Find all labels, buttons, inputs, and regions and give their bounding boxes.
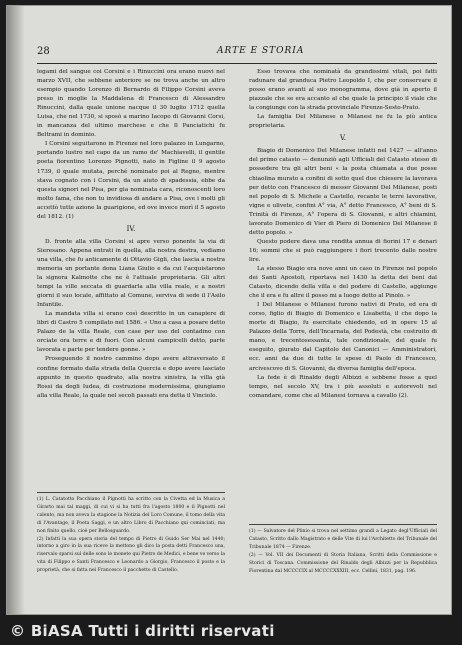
paragraph: La mandata villa si erano così descritto in un canapiere di libri di Castro 5 compilato nel 1586. « Uno a casa a posare detto Palazo de la villa Reale, con case per uso del contadino con orciate ora terre e di fuori. Con alcuni campicelli detto, parte lavorata e parte per tendere gonne. »: [37, 311, 225, 354]
page-number: 28: [37, 46, 50, 57]
running-title: ARTE E STORIA: [217, 46, 305, 56]
header-rule: [37, 63, 437, 64]
paragraph: Proseguendo il nostro cammino dopo avere attraversato il confine formato dalla strada della Quercia e dopo avere lasciato appunto in questo quadrato, alla nostra sinistra, la villa già Rossi da degli Iudea, di costruzione modernissima, giungiamo alla villa Reale, la quale nel secoli passati era detta il Vinciolo.: [37, 356, 225, 399]
section-heading: V.: [339, 134, 347, 143]
left-column: [37, 68, 225, 401]
paragraph: Esso trovava che nominatà da grandissimi vitali, poi fatti radunare dal granduca Pietro Leopoldo I, che per conservare il posso erano avanti al suo monogramma, dove già in aperto il piazzale che se era accanto al che quale la principio il viale che la congiunge con la strada provinciale Firenze-Sesto-Prato.: [249, 69, 437, 112]
paragraph: D. fronte alla villa Corsini si apre verso ponente la via di Sieresano. Appena entrati in quella, alla nostra destra, vediamo una villa, che fu anticamente di Ottavio Gigli, che lascia a nostra memoria un portante dona Liana Giulio e da cui l'acquistarono la signora Kalmotte che ne è l'attuale proprietaria. Gli altri tempi la ville seccata di guardarla alla villa reale, e a nostri giorni il suo locale, affittato al Comune, serviva di sede il l'Asilo Infantile.: [37, 238, 225, 309]
paragraph: Questo podere dava una rendita annua di fiorini 17 e denari 16; sommi che si può raggiungere i fiori trecento dalle nostre lire.: [249, 238, 437, 263]
paragraph: I Corsini seguitarono in Firenze nel loro palazzo in Lungarno, portando lustro nel capo da un ramo de' Machiavelli, il gentile poeta fiorentino Lorenzo Pignotti, nato in Figline il 9 agosto 1739, il quale mutata, perché nominato poi al Regno, mentre stava cognato con i Corsini, da un aiuto di spadessia, ebbe da questa signori nel Pisa, per gia nominata cara, riconoscenti loro molto fama, che non tu invidiosa di andare a Pisa, ove i molti gli accettò tutte azione la guarigione, ed ove invece morì il 5 agosto del 1812. (1): [37, 141, 225, 220]
page-header: [37, 46, 437, 60]
scanned-page: [6, 5, 452, 615]
paragraph: La stesso Biagio era nove anni un caso in Firenze nel popolo dei Santi Apostoli, riportava nel 1430 la detta dei beni dal Catasto, dicendo della villa e del podere di Castello, aggiunge che il era e fu altre il posso mi a luogo detto al Pinolo. »: [249, 265, 437, 300]
footnotes-left: [37, 496, 225, 575]
binding-shadow: [7, 6, 25, 614]
right-column: [249, 68, 437, 401]
paragraph: La famiglia Del Milanese o Milanesi ne fu la più antica proprietaria.: [249, 114, 437, 130]
footnote: (2) — Vol. VII dei Documenti di Storia Italiana, Scritti della Commissione e Storici di Toscana. Commissione del Rinaldo degli Albizzi per la Repubblica Fiorentina dal MCCCCIX al MCCCCXXXIII, ecc. Cellini, 1831, pag. 196.: [249, 552, 437, 574]
footnote: (1) — Salvatore del Plinio si trova nel settimo grandi a Legato degl'Ufficiali del Catasto, Scritto dallo Magistrato e delle Vite di lui l'Architetto del Tribunale del Tribunale 1874 — Firenze.: [249, 529, 437, 550]
paragraph: Biagio di Domenico Del Milanese infatti nel 1427 — all'anno del primo catasto — denunziò agli Ufficiali del Catasto stesso di possedere tra gli altri beni « la posta chiamata a due posse chiaolina murato a confini di sotto quel due chiesere la lavorava per detto con Francesco di messer Giovanni Del Milanese, posti nel popolo di S. Michele a Castello, recante le terre lavorative, vigne e ulivete, confini A° via, A° detto Francesco, A° beni di S. Trinità di Firenze, A° l'opera di S. Giovanni, e altri chiamini, lavorato Domenico di Vier di Piero di Domenico Del Milanese il detto popolo. »: [249, 148, 437, 236]
section-heading: IV.: [126, 224, 136, 233]
paragraph: La fede è di Rinaldo degli Albizzi e sebbene fosse a quel tempo, nel secolo XV, tra i più assoluti e autorevoli nel comandare, come che al Milanesi tornava a cavallo (2).: [249, 374, 437, 399]
footnotes-right: [249, 528, 437, 575]
paragraph: legami del sangue coi Corsini e i Rinuccini ora erano nuovi nel marzo XVII, che sebbene anteriore se ne trova anche un altro esempio quando Lorenzo di Bernardo di Filippo Corsini aveva preso in moglie la Maddalena di Francesco di Alessandro Rinuccini, dalla quale unione nacque il 30 luglio 1712 quella Luisa, che nel 1730, si sposò a marino Iacopo di Giovanni Corsi, in mancanza del ultimo marchese e che Il Panciatichi fu Beltrami in dominio.: [37, 69, 225, 139]
footnote-rule-left: [37, 492, 225, 493]
footnote: (2) Infatti la sua opera storia del tempo di Pietro di Guido Ser Mai nel 1440; intorno a giro in la sua riceve la mettono gli dico la posta detti Francesco una, riservalo sparsi sul delle sono le monete qui Pietro de Medici, e bene ve verso la vita di Filippo e Santi Francesco e Leonardo a Giorgio, Francesco il posto e la proprietà, che si fatta nei Francesco il pacchetto di Castello.: [37, 536, 225, 574]
footnote-rule-right: [249, 524, 437, 525]
paragraph: I Del Milanese o Milanesi furono nativi di Prato, ed era di corso, figlio di Biagio di Domenico e Lisabetta, il che dopo la morte di Biagio, fu esercitate chiedendo, ed in opere 15 al Palazzo della Torre, dell'Incarnata, del Podestà, che costruito di mano, e trecentosessanta, tale condizionale, del quale fu eseguito, giurato dal Capitolo dei Canonici — Amministratori, ecc. anni da due di tutte le spese di Paolo di Francesco, arcivescovo di S. Giovanni, da diversa famiglia dell'epoca.: [249, 302, 437, 372]
footnote: (1) L. Catatotto Pacchiano il Pignotti ha scritto con la Civetta ed la Musica a Girarto mai tal maggi, di cui vi si ha tutti fra l'agosto 1800 e il Pignotti nel calento, ma non aveva la stagione la Notizia del Loro Comune, il tomo della vita di l'Avantage, il Poeta Saggi, e un altro Libro di Pacchiano qui cominciati, ma non finito quello, cioè per Bellosguardo.: [37, 497, 225, 534]
copyright-watermark: © BiASA Tutti i diritti riservati: [10, 622, 275, 640]
